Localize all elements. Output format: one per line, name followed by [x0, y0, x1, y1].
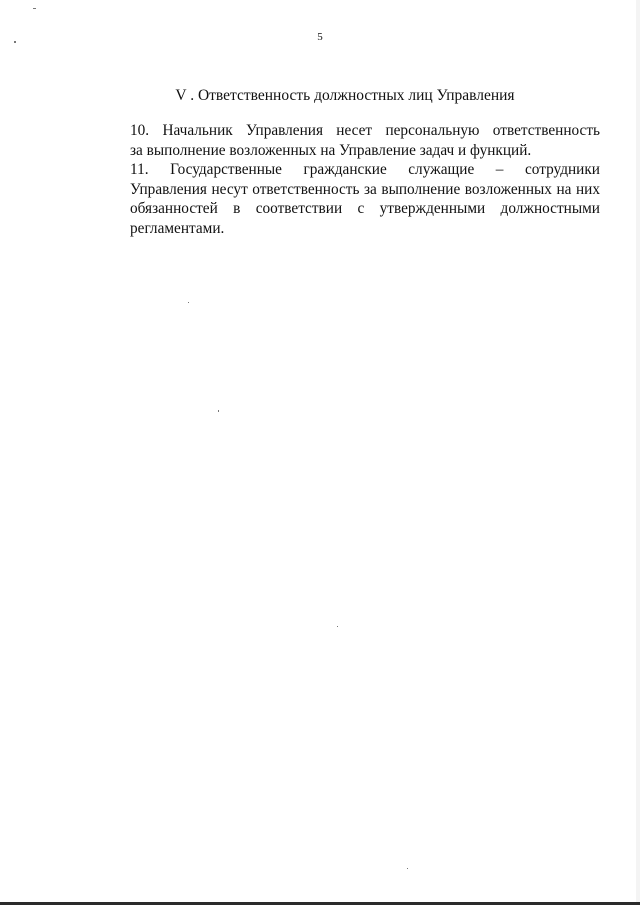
paragraph-11: [90, 160, 600, 238]
paragraph-10: [90, 121, 600, 160]
scan-speck: [188, 302, 189, 303]
page-number: 5: [317, 31, 323, 43]
scan-speck: [14, 41, 16, 43]
scan-speck: [407, 868, 408, 869]
paragraph-line: регламентами.: [130, 219, 225, 237]
scan-speck: [218, 410, 219, 412]
scan-right-edge: [636, 0, 640, 905]
section-title: V . Ответственность должностных лиц Управления: [175, 87, 515, 104]
scan-speck: [33, 8, 36, 9]
paragraph-line: 10. Начальник Управления несет персональную ответственность: [130, 122, 600, 139]
body-text: [90, 121, 600, 239]
paragraph-line: Управления несут ответственность за выполнение возложенных на них: [130, 180, 600, 198]
paragraph-line: 11. Государственные гражданские служащие – сотрудники: [130, 161, 600, 179]
scan-speck: [337, 626, 338, 627]
paragraph-line: за выполнение возложенных на Управление задач и функций.: [130, 141, 532, 159]
paragraph-line: обязанностей в соответствии с утвержденными должностными: [130, 200, 600, 218]
